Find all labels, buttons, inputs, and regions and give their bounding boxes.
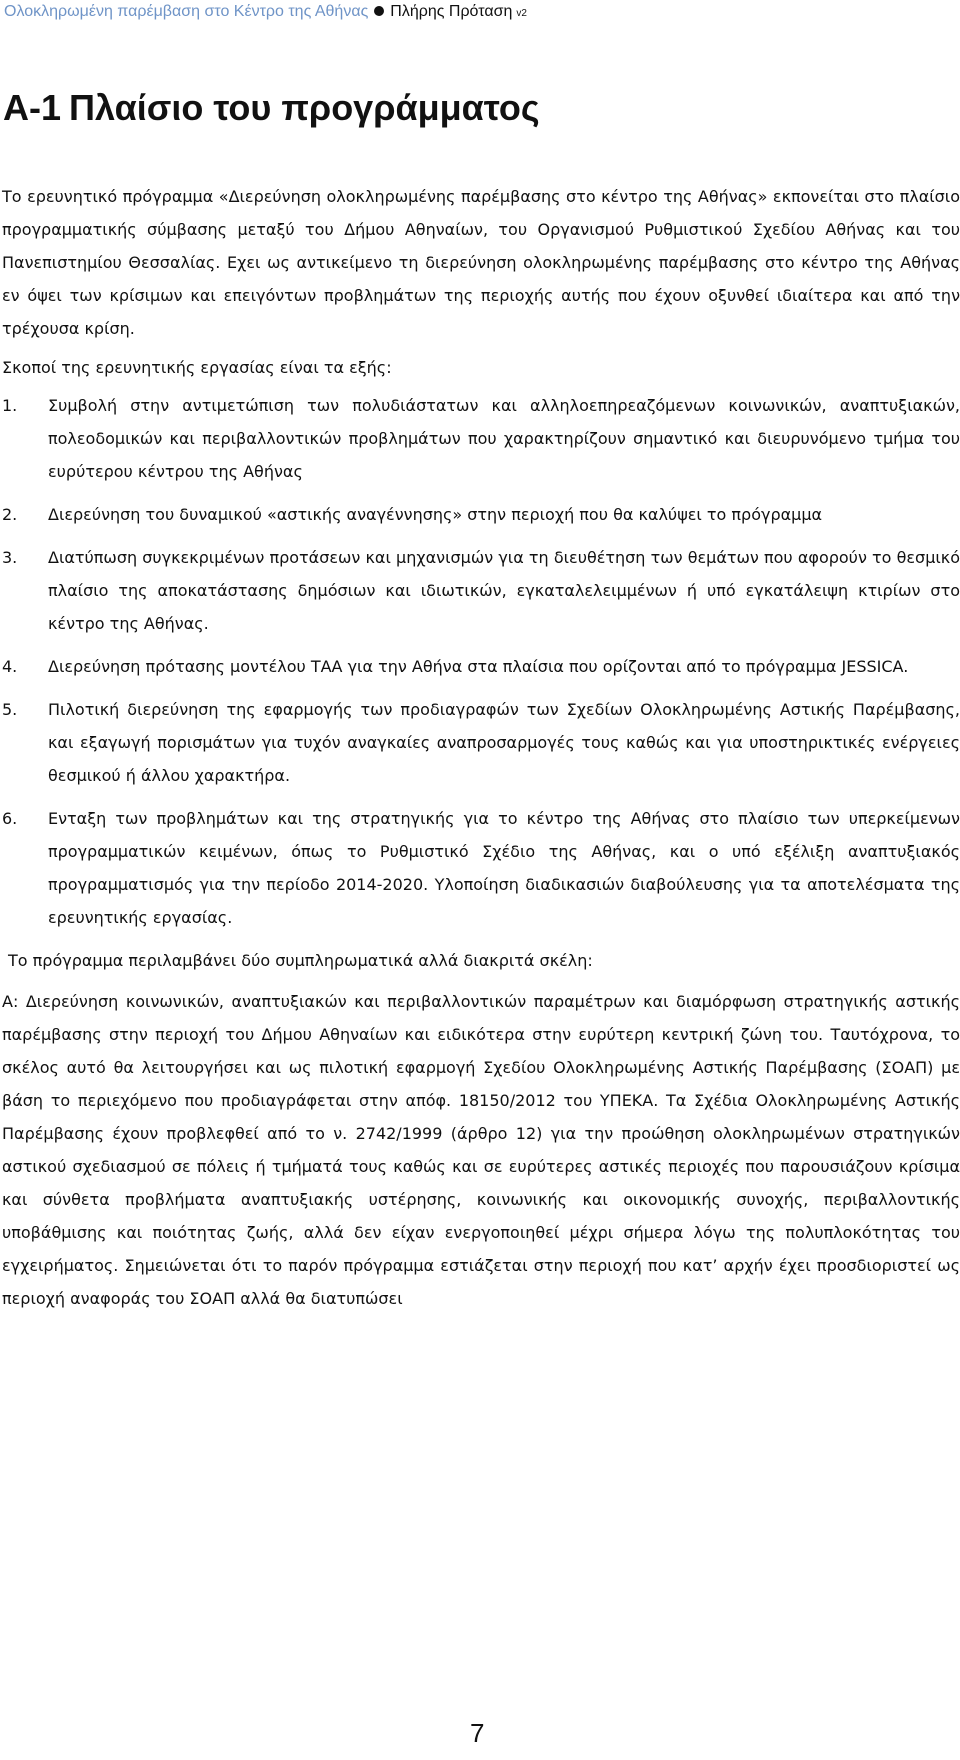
aims-intro-paragraph: Σκοποί της ερευνητικής εργασίας είναι τα εξής: (2, 358, 392, 377)
list-item-text: Συμβολή στην αντιμετώπιση των πολυδιάστατων και αλληλοεπηρεαζόμενων κοινωνικών, αναπτυξιακών, πολεοδομικών και περιβαλλοντικών προβλημάτων που χαρακτηρίζουν σημαντικό και διευρυνόμενο τμήμα του ευρύτερου κέντρου της Αθήνας (48, 396, 960, 481)
list-item (2, 498, 960, 531)
list-item-number: 6. (2, 809, 18, 828)
section-number: A-1 (3, 87, 62, 128)
bullet-dot-icon (374, 6, 384, 16)
section-title: Πλαίσιο του προγράμματος (69, 87, 540, 128)
document-body (2, 180, 960, 1315)
list-item (2, 541, 960, 640)
list-item-number: 1. (2, 396, 18, 415)
list-item (2, 802, 960, 934)
page-number: 7 (470, 1718, 485, 1748)
header-version: v2 (516, 8, 527, 19)
part-a-paragraph: Α: Διερεύνηση κοινωνικών, αναπτυξιακών και περιβαλλοντικών παραμέτρων και διαμόρφωση στρατηγικής αστικής παρέμβασης στην περιοχή του Δήμου Αθηναίων και ειδικότερα στην ευρύτερη κεντρική ζώνη του. Ταυτόχρονα, το σκέλος αυτό θα λειτουργήσει και ως πιλοτική εφαρμογή Σχεδίου Ολοκληρωμένης Αστικής Παρέμβασης (ΣΟΑΠ) με βάση το περιεχόμενο που προδιαγράφεται στην απόφ. 18150/2012 του ΥΠΕΚΑ. Τα Σχέδια Ολοκληρωμένης Αστικής Παρέμβασης έχουν προβλεφθεί από το ν. 2742/1999 (άρθρο 12) για την προώθηση ολοκληρωμένων στρατηγικών αστικού σχεδιασμού σε πόλεις ή τμήματά τους καθώς και σε ευρύτερες αστικές περιοχές που παρουσιάζουν κρίσιμα και σύνθετα προβλήματα αναπτυξιακής υστέρησης, κοινωνικής και οικονομικής συνοχής, περιβαλλοντικής υποβάθμισης και ποιότητας ζωής, αλλά δεν είχαν ενεργοποιηθεί μέχρι σήμερα λόγω της πολυπλοκότητας του εγχειρήματος. Σημειώνεται ότι το παρόν πρόγραμμα εστιάζεται στην περιοχή που κατ’ αρχήν έχει προσδιοριστεί ως περιοχή αναφοράς του ΣΟΑΠ αλλά θα διατυπώσει (2, 992, 960, 1308)
list-item-text: Διατύπωση συγκεκριμένων προτάσεων και μηχανισμών για τη διευθέτηση των θεμάτων που αφορούν το θεσμικό πλαίσιο της αποκατάστασης δημόσιων και ιδιωτικών, εγκαταλελειμμένων ή υπό εγκατάλειψη κτιρίων στο κέντρο της Αθήνας. (48, 548, 960, 633)
objectives-list (2, 389, 960, 934)
list-item (2, 650, 960, 683)
running-header (4, 0, 527, 24)
header-project-title: Ολοκληρωμένη παρέμβαση στο Κέντρο της Αθήνας (4, 3, 369, 20)
list-item-text: Ενταξη των προβλημάτων και της στρατηγικής για το κέντρο της Αθήνας στο πλαίσιο των υπερκείμενων προγραμματικών κειμένων, όπως το Ρυθμιστικό Σχέδιο της Αθήνας, και ο υπό εξέλιξη αναπτυξιακός προγραμματισμός για την περίοδο 2014-2020. Υλοποίηση διαδικασιών διαβούλευσης για τα αποτελέσματα της ερευνητικής εργασίας. (48, 809, 960, 927)
list-item-number: 5. (2, 700, 18, 719)
list-item (2, 389, 960, 488)
program-parts-intro: Το πρόγραμμα περιλαμβάνει δύο συμπληρωματικά αλλά διακριτά σκέλη: (8, 951, 593, 970)
list-item-number: 2. (2, 505, 18, 524)
list-item-text: Πιλοτική διερεύνηση της εφαρμογής των προδιαγραφών των Σχεδίων Ολοκληρωμένης Αστικής Παρέμβασης, και εξαγωγή πορισμάτων για τυχόν αναγκαίες αναπροσαρμογές τους καθώς και για υποστηρικτικές ενέργειες θεσμικού ή άλλου χαρακτήρα. (48, 700, 960, 785)
header-proposal-label: Πλήρης Πρόταση (390, 3, 513, 20)
list-item-text: Διερεύνηση πρότασης μοντέλου ΤΑΑ για την Αθήνα στα πλαίσια που ορίζονται από το πρόγραμμα JESSICA. (48, 657, 909, 676)
list-item (2, 693, 960, 792)
intro-paragraph: Το ερευνητικό πρόγραμμα «Διερεύνηση ολοκληρωμένης παρέμβασης στο κέντρο της Αθήνας» εκπονείται στο πλαίσιο προγραμματικής σύμβασης μεταξύ του Δήμου Αθηναίων, του Οργανισμού Ρυθμιστικού Σχεδίου Αθήνας και του Πανεπιστημίου Θεσσαλίας. Εχει ως αντικείμενο τη διερεύνηση ολοκληρωμένης παρέμβασης στο κέντρο της Αθήνας εν όψει των κρίσιμων και επειγόντων προβλημάτων της περιοχής αυτής που έχουν οξυνθεί ιδιαίτερα και από την τρέχουσα κρίση. (2, 187, 960, 338)
section-heading (3, 86, 540, 130)
list-item-text: Διερεύνηση του δυναμικού «αστικής αναγέννησης» στην περιοχή που θα καλύψει το πρόγραμμα (48, 505, 823, 524)
list-item-number: 4. (2, 657, 18, 676)
list-item-number: 3. (2, 548, 18, 567)
